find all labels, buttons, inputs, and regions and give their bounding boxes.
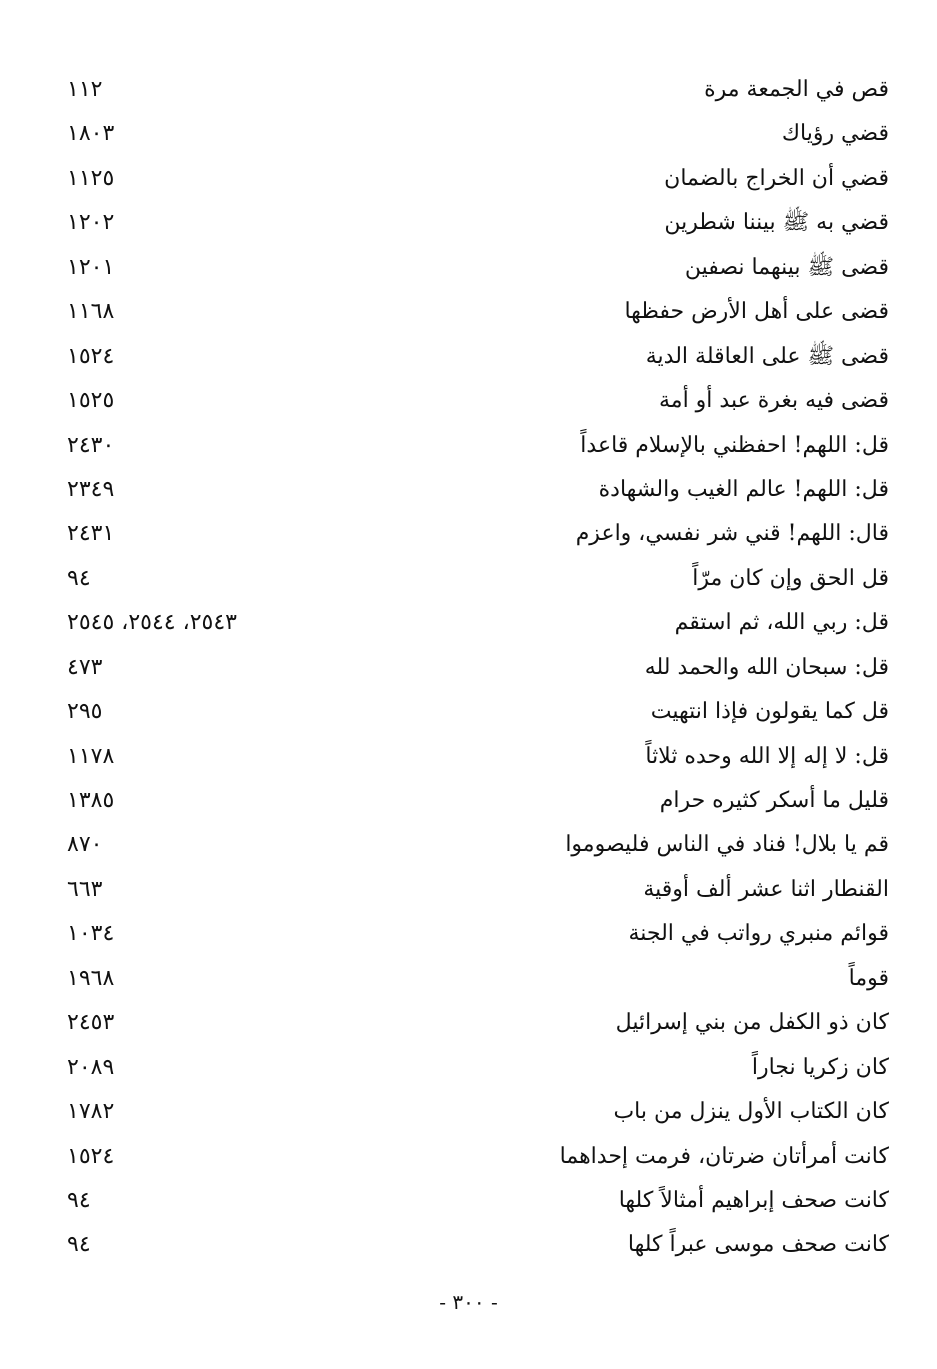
index-row [67,1001,889,1045]
index-row [67,1179,889,1223]
index-entry-reference: ١١٧٨ [67,743,115,769]
index-row [67,557,889,601]
index-row [67,157,889,201]
index-entry-text: قل: اللهم! عالم الغيب والشهادة [598,476,889,502]
index-entry-reference: ٢٣٤٩ [67,476,115,502]
index-entry-reference: ٢٥٤٣، ٢٥٤٤، ٢٥٤٥ [67,610,237,636]
index-entry-text: قل: اللهم! احفظني بالإسلام قاعداً [580,432,889,458]
index-entry-text: قل: سبحان الله والحمد لله [644,654,889,680]
index-row [67,912,889,956]
index-entry-reference: ٢٤٥٣ [67,1010,115,1036]
index-entry-text: كانت أمرأتان ضرتان، فرمت إحداهما [559,1143,889,1169]
index-row [67,957,889,1001]
index-row [67,468,889,512]
index-entry-reference: ١٥٢٤ [67,1143,115,1169]
index-entry-reference: ٩٤ [67,565,91,591]
index-entry-reference: ١٩٦٨ [67,965,115,991]
index-entry-text: كان الكتاب الأول ينزل من باب [613,1099,889,1125]
index-entry-text: كان ذو الكفل من بني إسرائيل [615,1010,889,1036]
index-row [67,335,889,379]
index-entry-reference: ١٧٨٢ [67,1099,115,1125]
index-entry-reference: ١٢٠١ [67,254,115,280]
index-row [67,868,889,912]
index-entry-text: قضى على أهل الأرض حفظها [624,299,889,325]
index-entry-text: قضى ﷺ على العاقلة الدية [645,343,889,369]
index-row [67,290,889,334]
index-entry-reference: ٨٧٠ [67,832,103,858]
index-entry-text: قليل ما أسكر كثيره حرام [659,788,889,813]
index-entry-reference: ١٠٣٤ [67,921,115,947]
index-row [67,646,889,690]
index-row [67,1046,889,1090]
index-entry-text: قضي به ﷺ بيننا شطرين [664,210,889,236]
index-entry-text: قضي رؤياك [781,121,889,147]
index-entry-text: قل الحق وإن كان مرّاً [692,565,889,591]
index-row [67,601,889,645]
index-entry-reference: ١٥٢٥ [67,388,115,414]
index-entry-reference: ١٨٠٣ [67,121,115,147]
index-entry-reference: ٢٩٥ [67,699,103,725]
index-entry-text: قوماً [848,965,889,991]
index-row [67,201,889,245]
hadith-index-list [67,68,889,1268]
index-entry-reference: ٤٧٣ [67,654,103,680]
index-entry-reference: ١٣٨٥ [67,788,115,813]
index-row [67,68,889,112]
index-entry-text: قوائم منبري رواتب في الجنة [628,921,889,947]
index-row [67,424,889,468]
index-entry-reference: ١١٦٨ [67,299,115,325]
index-entry-text: قل: لا إله إلا الله وحده ثلاثاً [645,743,889,769]
index-row [67,112,889,156]
index-entry-reference: ٦٦٣ [67,876,103,902]
index-entry-reference: ١١٢٥ [67,165,115,191]
index-entry-reference: ١١٢ [67,77,103,102]
index-entry-reference: ٢٤٣١ [67,521,115,547]
index-entry-text: قل كما يقولون فإذا انتهيت [650,699,889,725]
index-entry-reference: ٢٠٨٩ [67,1054,115,1080]
index-row [67,779,889,823]
index-entry-text: قضي أن الخراج بالضمان [664,165,889,191]
index-entry-text: قم يا بلال! فناد في الناس فليصوموا [565,832,889,858]
index-row [67,1090,889,1134]
index-entry-reference: ١٢٠٢ [67,210,115,236]
index-entry-text: قص في الجمعة مرة [704,77,889,102]
index-entry-text: كانت صحف موسى عبراً كلها [627,1232,889,1258]
index-entry-text: قضى ﷺ بينهما نصفين [684,254,889,280]
index-entry-text: كان زكريا نجاراً [751,1054,889,1080]
index-row [67,735,889,779]
index-row [67,379,889,423]
index-entry-reference: ٢٤٣٠ [67,432,115,458]
index-entry-text: قضى فيه بغرة عبد أو أمة [659,388,889,414]
index-row [67,1135,889,1179]
page-number: - ٣٠٠ - [439,1290,498,1314]
index-row [67,246,889,290]
index-entry-text: القنطار اثنا عشر ألف أوقية [643,876,889,902]
index-row [67,690,889,734]
index-entry-text: كانت صحف إبراهيم أمثالاً كلها [618,1187,889,1213]
index-entry-reference: ١٥٢٤ [67,343,115,369]
index-entry-reference: ٩٤ [67,1232,91,1258]
index-row [67,1223,889,1267]
index-entry-text: قال: اللهم! قني شر نفسي، واعزم [575,521,889,547]
index-entry-text: قل: ربي الله، ثم استقم [674,610,889,636]
index-row [67,512,889,556]
index-row [67,823,889,867]
index-entry-reference: ٩٤ [67,1187,91,1213]
